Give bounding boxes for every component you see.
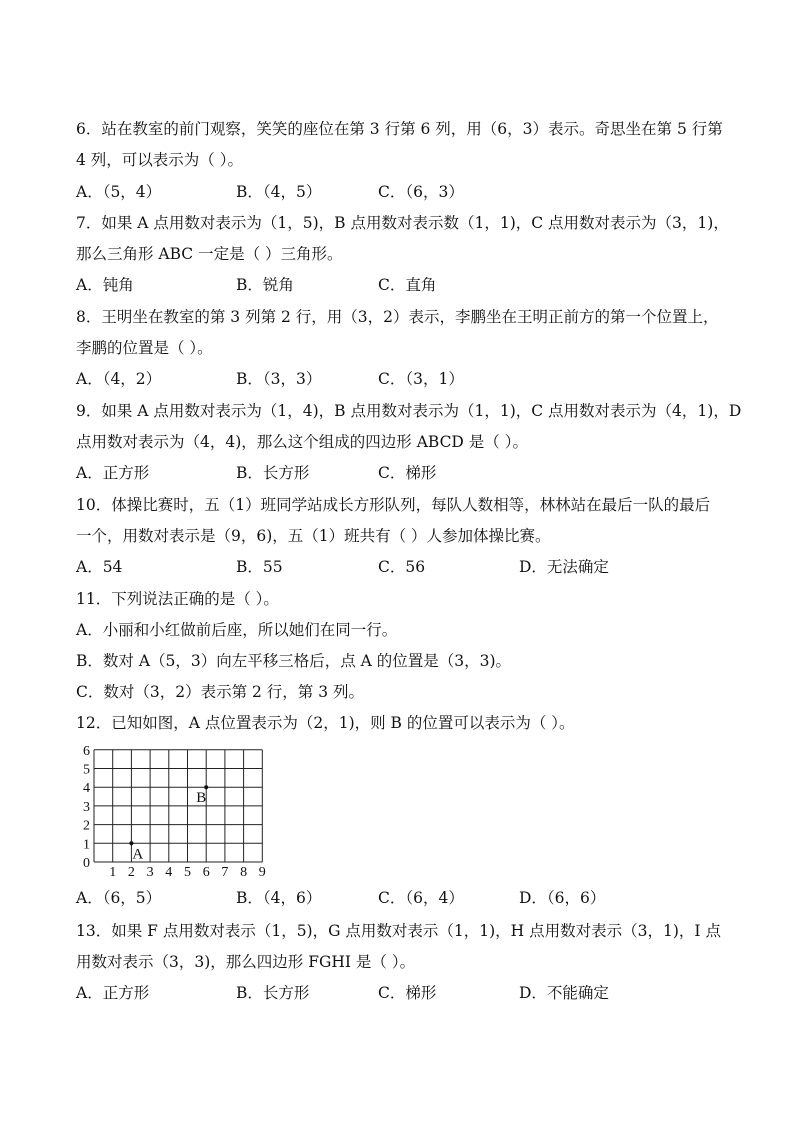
y-tick-label: 2 [83,818,90,834]
q12-option-a: A．（6，5） [76,889,162,907]
q11-option-b: B．数对 A（5，3）向左平移三格后，点 A 的位置是（3，3)。 [76,652,512,670]
q13-option-b: B．长方形 [236,984,310,1002]
q8-line-2: 李鹏的位置是（ ）。 [76,339,213,357]
x-tick-label: 2 [127,865,135,880]
q6-option-a: A．（5，4） [76,183,162,201]
q8-option-a: A．（4，2） [76,370,162,388]
q6-option-c: C．（6，3） [378,183,464,201]
y-tick-label: 0 [83,856,90,871]
q9-line-1: 9．如果 A 点用数对表示为（1，4)，B 点用数对表示为（1，1)，C 点用数对表示为（4，1)，D [76,402,742,420]
q10-option-b: B．55 [236,558,283,576]
x-tick-label: 1 [109,865,117,880]
q6-line-2: 4 列，可以表示为（ ）。 [76,151,243,169]
q7-option-a: A．钝角 [76,276,134,294]
q10-option-d: D．无法确定 [519,558,609,576]
y-tick-label: 1 [83,837,90,853]
point-label-a: A [132,846,144,863]
q8-option-c: C．（3，1） [378,370,464,388]
q12-option-c: C．（6，4） [378,889,464,907]
point-label-b: B [196,790,207,807]
q9-option-a: A．正方形 [76,464,150,482]
q12-line-1: 12．已知如图，A 点位置表示为（2，1)，则 B 的位置可以表示为（ ）。 [76,714,575,732]
q10-line-2: 一个，用数对表示是（9，6)，五（1）班共有（ ）人参加体操比赛。 [76,527,551,545]
q9-option-b: B．长方形 [236,464,310,482]
q11-line-1: 11．下列说法正确的是（ ）。 [76,590,279,608]
coordinate-grid-figure [74,740,274,880]
q12-option-b: B．（4，6） [236,889,322,907]
q10-option-c: C．56 [378,558,426,576]
q6-option-b: B．（4，5） [236,183,322,201]
x-tick-label: 5 [184,865,191,880]
q7-option-c: C．直角 [378,276,437,294]
q10-line-1: 10．体操比赛时，五（1）班同学站成长方形队列，每队人数相等，林林站在最后一队的最后 [76,496,711,514]
q7-line-1: 7．如果 A 点用数对表示为（1，5)，B 点用数对表示数（1，1)，C 点用数对表示为（3，1)， [76,214,729,232]
q13-option-d: D．不能确定 [519,984,609,1002]
coordinate-grid [74,740,274,880]
point-a [129,841,133,845]
y-tick-label: 4 [83,781,90,797]
q8-line-1: 8．王明坐在教室的第 3 列第 2 行，用（3，2）表示，李鹏坐在王明正前方的第一个位置上， [76,308,719,326]
q9-option-c: C．梯形 [378,464,437,482]
q8-option-b: B．（3，3） [236,370,322,388]
point-b [204,785,208,789]
q6-line-1: 6．站在教室的前门观察，笑笑的座位在第 3 行第 6 列，用（6，3）表示。奇思坐在第 5 行第 [76,120,723,138]
x-tick-label: 3 [146,865,154,880]
q12-option-d: D．（6，6） [519,889,606,907]
y-tick-label: 6 [83,743,90,759]
y-tick-label: 5 [83,762,90,778]
x-tick-label: 6 [202,865,210,880]
q11-option-c: C．数对（3，2）表示第 2 行，第 3 列。 [76,683,365,701]
q7-option-b: B．锐角 [236,276,294,294]
y-tick-label: 3 [83,799,90,815]
q13-option-c: C．梯形 [378,984,437,1002]
q7-line-2: 那么三角形 ABC 一定是（ ）三角形。 [76,245,343,263]
q13-option-a: A．正方形 [76,984,150,1002]
q10-option-a: A．54 [76,558,123,576]
q11-option-a: A．小丽和小红做前后座，所以她们在同一行。 [76,621,398,639]
x-tick-label: 7 [221,865,229,880]
x-tick-label: 4 [165,865,173,880]
q9-line-2: 点用数对表示为（4，4)，那么这个组成的四边形 ABCD 是（ ）。 [76,433,528,451]
x-tick-label: 8 [240,865,248,880]
q13-line-2: 用数对表示（3，3)，那么四边形 FGHI 是（ ）。 [76,953,416,971]
q13-line-1: 13．如果 F 点用数对表示（1，5)，G 点用数对表示（1，1)，H 点用数对表示（3，1)，I 点 [76,922,721,940]
x-tick-label: 9 [258,865,266,880]
